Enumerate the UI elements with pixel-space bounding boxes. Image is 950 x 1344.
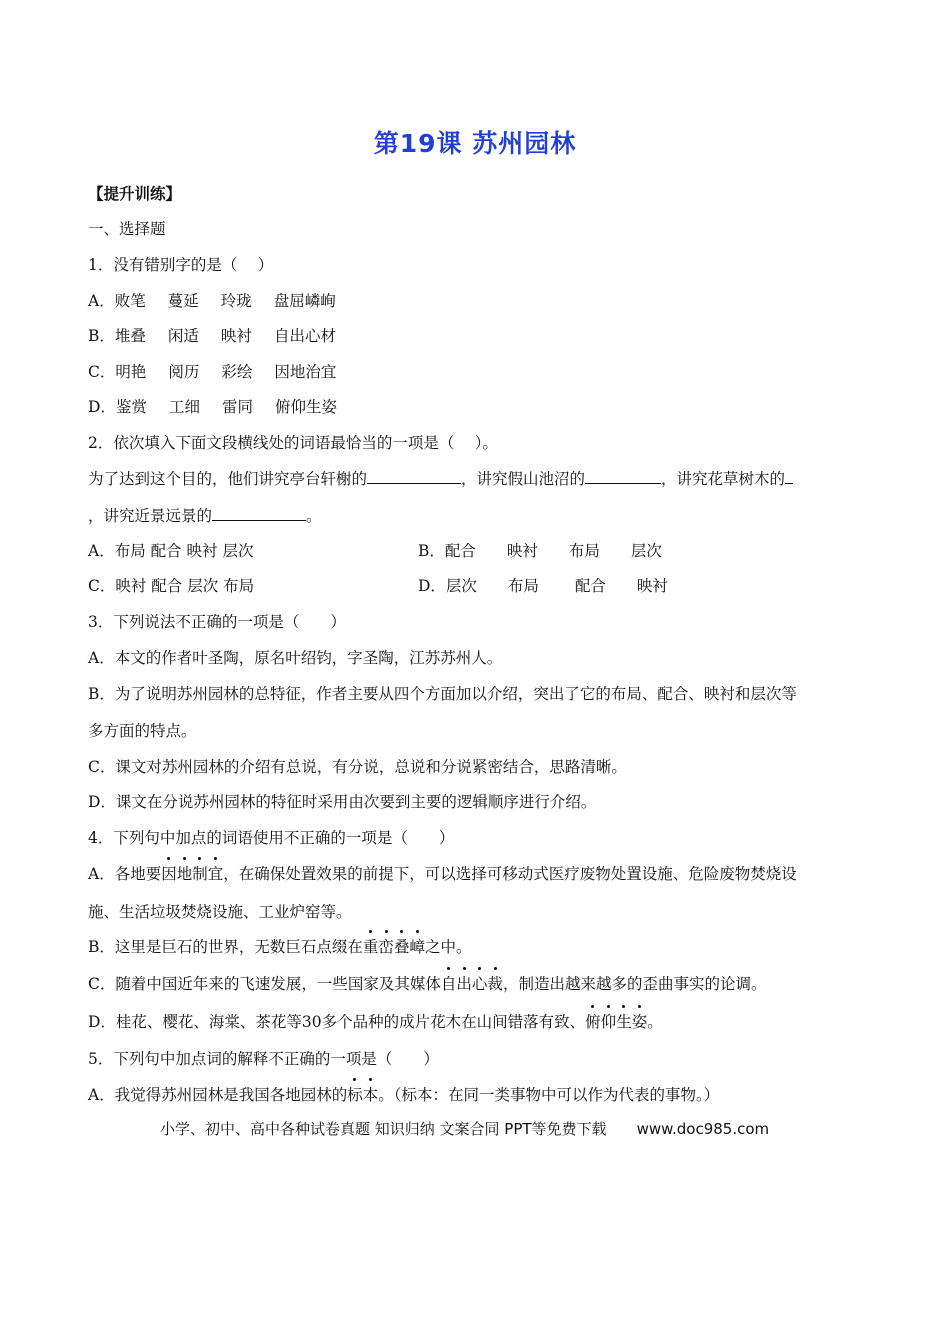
section-heading: 【提升训练】 bbox=[88, 185, 182, 203]
question-2-option-a: A．布局 配合 映衬 层次 bbox=[88, 542, 254, 560]
emphasis-char: 因 bbox=[161, 865, 177, 883]
part-heading: 一、选择题 bbox=[88, 220, 166, 238]
page-footer bbox=[160, 1118, 769, 1139]
emphasis-char: 嶂 bbox=[409, 938, 425, 956]
question-3-stem: 3．下列说法不正确的一项是（ ） bbox=[88, 613, 346, 631]
question-3-option-d: D．课文在分说苏州园林的特征时采用由次要到主要的逻辑顺序进行介绍。 bbox=[88, 793, 597, 811]
emphasis-char: 地 bbox=[176, 865, 193, 883]
question-4-option-a: A．各地要因地制宜，在确保处置效果的前提下，可以选择可移动式医疗废物处置设施、危险废物焚烧设 bbox=[88, 865, 797, 883]
emphasis-char: 出 bbox=[456, 975, 472, 993]
question-3-option-c: C．课文对苏州园林的介绍有总说，有分说，总说和分说紧密结合，思路清晰。 bbox=[88, 758, 627, 776]
emphasis-char: 制 bbox=[192, 865, 208, 883]
question-1-option-a: A．败笔 蔓延 玲珑 盘屈嶙峋 bbox=[88, 292, 336, 310]
answer-blank[interactable] bbox=[367, 469, 461, 484]
emphasis-char: 标 bbox=[347, 1086, 363, 1104]
question-2-option-c: C．映衬 配合 层次 布局 bbox=[88, 577, 255, 595]
emphasis-char: 峦 bbox=[378, 938, 394, 956]
emphasis-char: 裁 bbox=[487, 975, 503, 993]
dotted-term bbox=[363, 938, 425, 956]
emphasis-char: 生 bbox=[616, 1013, 632, 1031]
question-3-option-b-cont: 多方面的特点。 bbox=[88, 722, 197, 740]
question-4-option-c: C．随着中国近年来的飞速发展，一些国家及其媒体自出心裁，制造出越来越多的歪曲事实的论调。 bbox=[88, 975, 767, 993]
emphasis-char: 俯 bbox=[585, 1013, 601, 1031]
answer-blank[interactable] bbox=[212, 506, 306, 521]
question-2-stem: 2．依次填入下面文段横线处的词语最恰当的一项是（ ）。 bbox=[88, 434, 499, 452]
question-4-stem: 4．下列句中加点的词语使用不正确的一项是（ ） bbox=[88, 829, 455, 847]
emphasis-char: 宜 bbox=[207, 865, 224, 883]
emphasis-char: 心 bbox=[471, 975, 488, 993]
question-2-passage-line-2: ，讲究近景远景的 。 bbox=[88, 507, 322, 525]
footer-url[interactable]: www.doc985.com bbox=[636, 1120, 770, 1138]
dotted-term bbox=[347, 1086, 378, 1104]
question-2-option-b: B．配合 映衬 布局 层次 bbox=[418, 542, 662, 560]
question-1-stem: 1．没有错别字的是（ ） bbox=[88, 256, 274, 274]
emphasis-char: 仰 bbox=[600, 1013, 617, 1031]
question-4-option-a-cont: 施、生活垃圾焚烧设施、工业炉窑等。 bbox=[88, 903, 352, 921]
question-4-option-d: D．桂花、樱花、海棠、茶花等30多个品种的成片花木在山间错落有致、俯仰生姿。 bbox=[88, 1013, 663, 1031]
question-3-option-b: B．为了说明苏州园林的总特征，作者主要从四个方面加以介绍，突出了它的布局、配合、映衬和层次等 bbox=[88, 685, 797, 703]
question-1-option-c: C．明艳 阅历 彩绘 因地治宜 bbox=[88, 363, 337, 381]
emphasis-char: 重 bbox=[362, 938, 379, 956]
question-1-option-d: D．鉴赏 工细 雷同 俯仰生姿 bbox=[88, 398, 337, 416]
page-title: 第19课 苏州园林 bbox=[373, 129, 577, 158]
emphasis-char: 本 bbox=[362, 1086, 379, 1104]
emphasis-char: 姿 bbox=[631, 1013, 648, 1031]
question-5-option-a: A．我觉得苏州园林是我国各地园林的标本。（标本：在同一类事物中可以作为代表的事物。） bbox=[88, 1086, 720, 1104]
question-1-option-b: B．堆叠 闲适 映衬 自出心材 bbox=[88, 327, 336, 345]
emphasis-char: 自 bbox=[440, 975, 457, 993]
footer-text: 小学、初中、高中各种试卷真题 知识归纳 文案合同 PPT等免费下载 bbox=[160, 1120, 607, 1138]
question-3-option-a: A．本文的作者叶圣陶，原名叶绍钧，字圣陶，江苏苏州人。 bbox=[88, 649, 503, 667]
answer-blank[interactable] bbox=[785, 469, 793, 484]
dotted-term bbox=[585, 1013, 647, 1031]
answer-blank[interactable] bbox=[585, 469, 661, 484]
question-5-stem: 5．下列句中加点词的解释不正确的一项是（ ） bbox=[88, 1050, 439, 1068]
question-4-option-b: B．这里是巨石的世界，无数巨石点缀在重峦叠嶂之中。 bbox=[88, 938, 472, 956]
question-2-option-d: D．层次 布局 配合 映衬 bbox=[418, 577, 668, 595]
question-2-passage-line-1: 为了达到这个目的，他们讲究亭台轩榭的 ，讲究假山池沼的 ，讲究花草树木的 bbox=[88, 469, 793, 489]
emphasis-char: 叠 bbox=[393, 938, 410, 956]
dotted-term bbox=[161, 865, 223, 883]
dotted-term bbox=[441, 975, 503, 993]
